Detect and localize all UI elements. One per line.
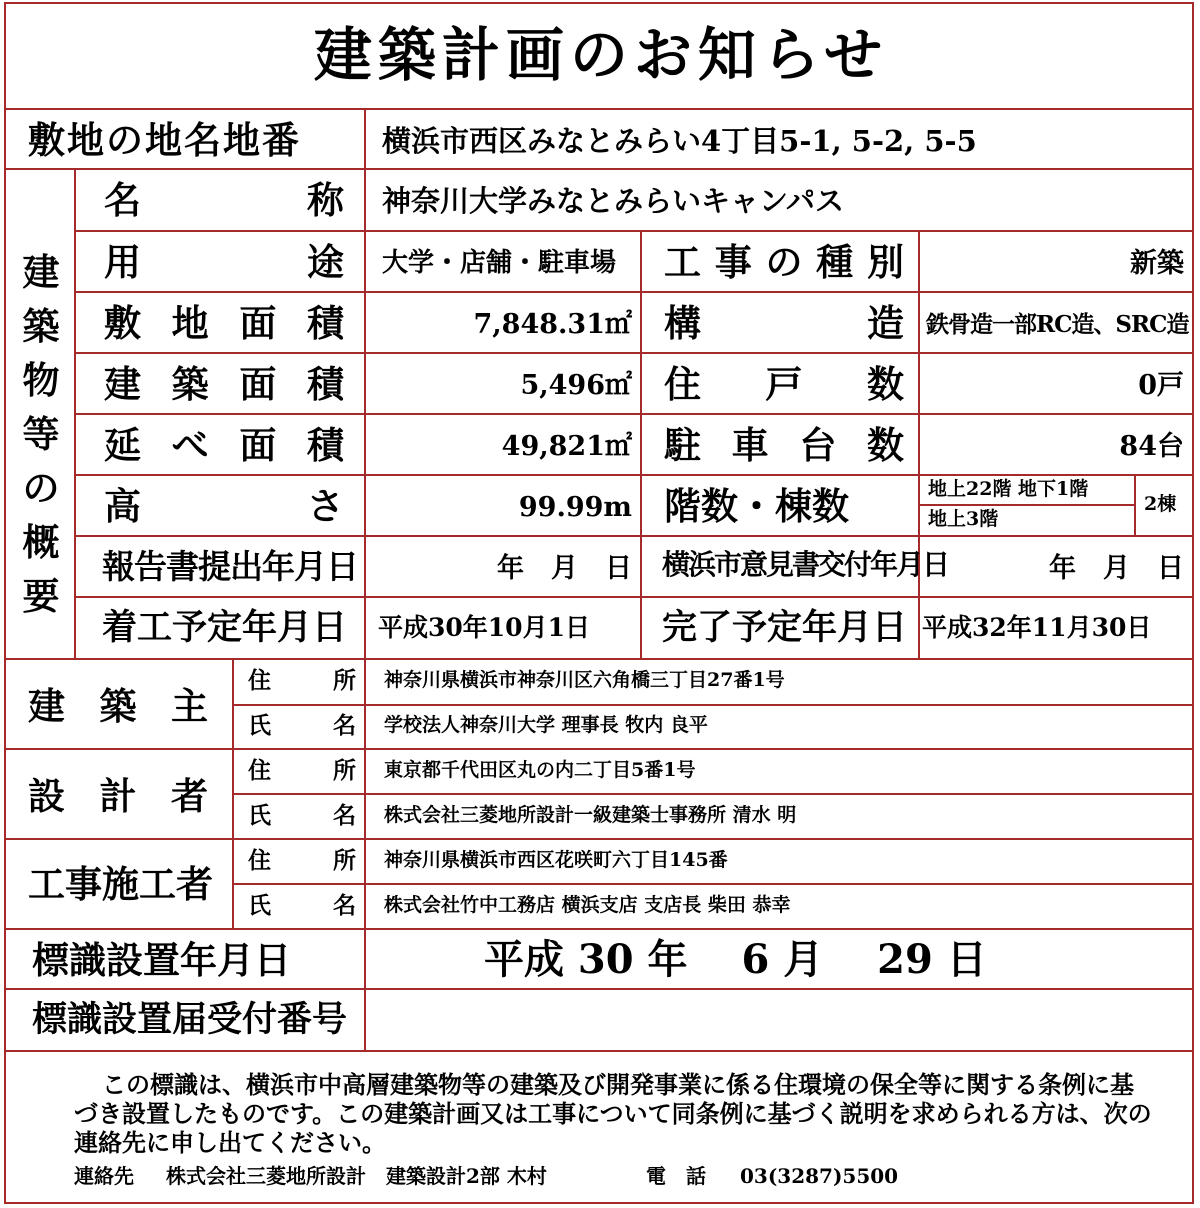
work-type-label: 工 事 の 種 別 [664, 240, 904, 284]
building-area-label: 建 築 面 積 [104, 362, 344, 406]
owner-address-label: 住 所 [248, 667, 356, 694]
report-date-label: 報告書提出年月日 [102, 547, 358, 586]
use-label: 用 途 [104, 240, 344, 284]
floor-area-value: 49,821㎡ [501, 431, 632, 462]
divider [640, 230, 642, 658]
contact-label: 連絡先 [74, 1164, 134, 1188]
divider [6, 658, 1192, 660]
divider [74, 291, 1192, 293]
units-value: 0戸 [1138, 370, 1184, 401]
use-value: 大学・店舗・駐車場 [382, 248, 617, 278]
height-label: 高 さ [104, 484, 344, 528]
owner-label: 建 築 主 [28, 684, 208, 728]
divider [6, 168, 1192, 170]
contractor-address: 神奈川県横浜市西区花咲町六丁目145番 [384, 849, 728, 871]
sign-number-label: 標識設置届受付番号 [32, 999, 348, 1040]
divider [74, 352, 1192, 354]
divider [1134, 474, 1136, 535]
divider [918, 230, 920, 658]
report-date-value: 年 月 日 [497, 553, 632, 584]
site-value: 横浜市西区みなとみらい4丁目5-1, 5-2, 5-5 [382, 124, 977, 158]
divider [232, 793, 1192, 795]
divider [364, 108, 366, 658]
divider [6, 1050, 1192, 1052]
divider [74, 413, 1192, 415]
building-area-value: 5,496㎡ [520, 370, 632, 401]
phone-label: 電 話 [646, 1164, 706, 1188]
floor-area-label: 延 べ 面 積 [104, 423, 344, 467]
divider [74, 168, 76, 658]
site-area-value: 7,848.31㎡ [473, 309, 632, 340]
designer-name-label: 氏 名 [248, 802, 356, 829]
work-type-value: 新築 [1130, 248, 1184, 279]
start-date-label: 着工予定年月日 [102, 607, 348, 648]
buildings-value: 2棟 [1144, 493, 1177, 515]
structure-label: 構 造 [664, 301, 904, 345]
units-label: 住 戸 数 [664, 362, 904, 406]
designer-address-label: 住 所 [248, 757, 356, 784]
divider [6, 928, 1192, 930]
divider [6, 108, 1192, 110]
phone-number: 03(3287)5500 [740, 1164, 899, 1188]
floors-value-sub: 地上3階 [928, 508, 999, 530]
construction-notice-board [4, 2, 1194, 1204]
sign-date-label: 標識設置年月日 [32, 938, 291, 982]
notice-text: この標識は、横浜市中高層建築物等の建築及び開発事業に係る住環境の保全等に関する条例に基づき設置したものです。この建築計画又は工事について同条例に基づく説明を求められる方は、次の連絡先に申し出てください。 [74, 1070, 1152, 1157]
owner-name: 学校法人神奈川大学 理事長 牧内 良平 [384, 714, 708, 736]
structure-value: 鉄骨造一部RC造、SRC造 [926, 311, 1189, 338]
site-area-label: 敷 地 面 積 [104, 301, 344, 345]
contractor-name: 株式会社竹中工務店 横浜支店 支店長 柴田 恭幸 [384, 894, 791, 916]
designer-label: 設 計 者 [28, 774, 208, 818]
site-label: 敷地の地名地番 [28, 118, 301, 162]
opinion-date-label: 横浜市意見書交付年月日 [662, 548, 949, 581]
divider [364, 658, 366, 1050]
divider [232, 704, 1192, 706]
finish-date-value: 平成32年11月30日 [922, 613, 1152, 642]
sign-date-value: 平成 30 年 6 月 29 日 [484, 936, 987, 983]
contractor-label: 工事施工者 [28, 862, 213, 906]
divider [74, 474, 1192, 476]
contractor-address-label: 住 所 [248, 847, 356, 874]
divider [920, 504, 1136, 506]
divider [232, 658, 234, 928]
designer-address: 東京都千代田区丸の内二丁目5番1号 [384, 759, 696, 781]
height-value: 99.99m [518, 492, 632, 523]
notice-title: 建築計画のお知らせ [313, 21, 889, 89]
designer-name: 株式会社三菱地所設計一級建築士事務所 清水 明 [384, 804, 797, 826]
opinion-date-value: 年 月 日 [1049, 553, 1184, 584]
parking-label: 駐 車 台 数 [664, 423, 904, 467]
divider [6, 748, 1192, 750]
overview-side-label: 建 築 物 等 の 概 要 [22, 250, 60, 618]
divider [6, 988, 1192, 990]
divider [6, 838, 1192, 840]
divider [74, 535, 1192, 537]
owner-name-label: 氏 名 [248, 712, 356, 739]
contact-org: 株式会社三菱地所設計 建築設計2部 木村 [166, 1164, 547, 1188]
start-date-value: 平成30年10月1日 [378, 613, 590, 642]
divider [232, 883, 1192, 885]
finish-date-label: 完了予定年月日 [662, 607, 908, 648]
owner-address: 神奈川県横浜市神奈川区六角橋三丁目27番1号 [384, 669, 785, 691]
parking-value: 84台 [1119, 431, 1184, 462]
name-value: 神奈川大学みなとみらいキャンパス [382, 184, 844, 218]
divider [74, 230, 1192, 232]
contractor-name-label: 氏 名 [248, 892, 356, 919]
name-label: 名 称 [104, 178, 344, 222]
floors-label: 階数・棟数 [664, 484, 849, 528]
floors-value-main: 地上22階 地下1階 [928, 478, 1089, 500]
divider [74, 596, 1192, 598]
